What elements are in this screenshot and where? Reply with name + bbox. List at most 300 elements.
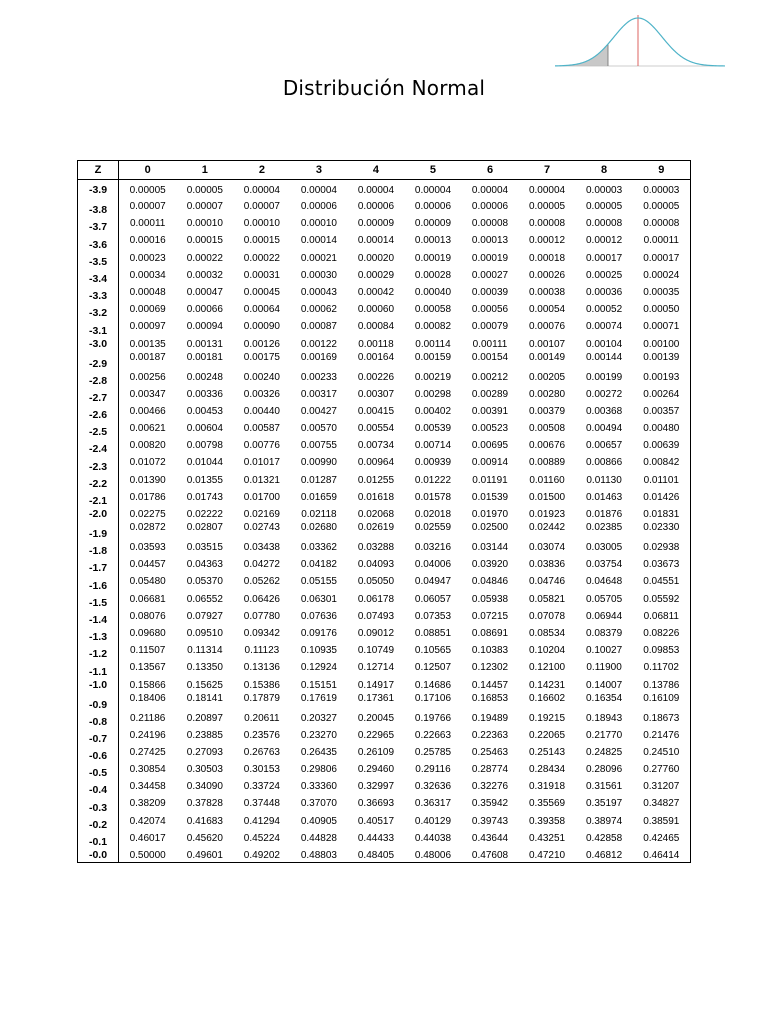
probability-cell: 0.22663	[414, 729, 452, 741]
table-row	[78, 712, 691, 729]
z-table	[77, 160, 691, 863]
probability-cell: 0.25463	[471, 746, 509, 758]
probability-cell: 0.37448	[243, 798, 280, 810]
probability-cell: 0.20045	[357, 712, 395, 724]
z-value-cell: -1.8	[78, 541, 119, 558]
probability-cell: 0.02275	[129, 509, 166, 520]
probability-cell: 0.05155	[300, 576, 337, 588]
table-row	[78, 729, 691, 746]
probability-cell: 0.12507	[414, 662, 452, 674]
z-value-cell: -3.0	[78, 338, 119, 351]
probability-cell: 0.00069	[129, 304, 166, 316]
table-row	[78, 388, 691, 405]
column-header-2: 2	[233, 161, 290, 180]
probability-cell: 0.00082	[414, 321, 452, 333]
probability-cell: 0.10565	[414, 645, 452, 657]
z-value-cell: -1.3	[78, 627, 119, 644]
probability-cell: 0.36693	[357, 798, 395, 810]
probability-cell: 0.01390	[129, 474, 166, 486]
bell-curve-figure	[555, 10, 725, 72]
probability-cell: 0.04551	[643, 576, 680, 588]
probability-cell: 0.03074	[528, 542, 566, 553]
probability-cell: 0.06178	[357, 593, 395, 605]
probability-cell: 0.14917	[357, 679, 395, 691]
probability-cell: 0.13350	[186, 662, 223, 674]
probability-cell: 0.01786	[129, 491, 166, 503]
probability-cell: 0.13567	[129, 662, 166, 674]
table-row	[78, 575, 691, 592]
probability-cell: 0.13786	[643, 679, 680, 691]
z-value-cell: -0.7	[78, 729, 119, 746]
probability-cell: 0.00007	[186, 201, 223, 212]
probability-cell: 0.03288	[357, 542, 395, 553]
probability-cell: 0.00011	[129, 218, 166, 230]
probability-cell: 0.31918	[528, 781, 566, 793]
probability-cell: 0.04093	[357, 559, 395, 571]
probability-cell: 0.26435	[300, 746, 337, 758]
probability-cell: 0.05262	[243, 576, 280, 588]
probability-cell: 0.42858	[585, 832, 623, 844]
probability-cell: 0.40905	[300, 815, 337, 827]
probability-cell: 0.11702	[643, 662, 679, 674]
probability-cell: 0.25143	[528, 746, 566, 758]
probability-cell: 0.00368	[585, 405, 623, 417]
probability-cell: 0.43251	[528, 832, 566, 844]
probability-cell: 0.02743	[243, 522, 280, 533]
probability-cell: 0.00205	[528, 371, 566, 383]
probability-cell: 0.36317	[414, 798, 452, 810]
probability-cell: 0.21770	[585, 729, 623, 741]
probability-cell: 0.00453	[186, 405, 223, 417]
probability-cell: 0.06057	[414, 593, 452, 605]
probability-cell: 0.02559	[414, 522, 452, 533]
probability-cell: 0.39358	[528, 815, 566, 827]
probability-cell: 0.48405	[357, 850, 395, 861]
probability-cell: 0.01500	[528, 491, 566, 503]
probability-cell: 0.00012	[585, 235, 623, 247]
probability-cell: 0.16354	[585, 692, 623, 704]
probability-cell: 0.00990	[300, 457, 337, 469]
probability-cell: 0.00074	[585, 321, 623, 333]
probability-cell: 0.00026	[528, 269, 566, 281]
table-row	[78, 832, 691, 849]
probability-cell: 0.05592	[643, 593, 680, 605]
probability-cell: 0.00016	[129, 235, 166, 247]
probability-cell: 0.00776	[243, 440, 280, 452]
probability-cell: 0.00032	[186, 269, 223, 281]
probability-cell: 0.00015	[243, 235, 280, 247]
probability-cell: 0.01191	[472, 474, 508, 486]
probability-cell: 0.00402	[414, 405, 452, 417]
probability-cell: 0.00104	[585, 338, 623, 350]
probability-cell: 0.23270	[300, 729, 337, 741]
probability-cell: 0.00272	[585, 388, 623, 400]
probability-cell: 0.09510	[186, 627, 223, 639]
probability-cell: 0.01970	[471, 509, 509, 520]
probability-cell: 0.37070	[300, 798, 337, 810]
probability-cell: 0.02330	[643, 522, 680, 533]
probability-cell: 0.00118	[358, 338, 394, 350]
probability-cell: 0.28434	[528, 764, 566, 776]
probability-cell: 0.42465	[643, 832, 680, 844]
probability-cell: 0.00048	[129, 286, 166, 298]
probability-cell: 0.03754	[585, 559, 623, 571]
probability-cell: 0.44433	[357, 832, 395, 844]
z-value-cell: -3.4	[78, 269, 119, 286]
probability-cell: 0.00005	[585, 201, 623, 212]
probability-cell: 0.47608	[471, 850, 509, 861]
probability-cell: 0.46017	[129, 832, 166, 844]
probability-cell: 0.00009	[414, 218, 452, 230]
probability-cell: 0.34090	[186, 781, 223, 793]
z-value-cell: -0.1	[78, 832, 119, 849]
probability-cell: 0.00087	[300, 321, 337, 333]
probability-cell: 0.14686	[414, 679, 452, 691]
probability-cell: 0.01831	[643, 509, 680, 520]
probability-cell: 0.00003	[643, 184, 680, 196]
probability-cell: 0.00604	[186, 423, 223, 435]
table-row	[78, 815, 691, 832]
table-row	[78, 627, 691, 644]
table-row	[78, 679, 691, 692]
probability-cell: 0.17879	[243, 692, 280, 704]
probability-cell: 0.24825	[585, 746, 623, 758]
table-row	[78, 593, 691, 610]
probability-cell: 0.00062	[300, 304, 337, 316]
probability-cell: 0.01072	[129, 457, 166, 469]
probability-cell: 0.18943	[585, 712, 623, 724]
table-row	[78, 746, 691, 763]
probability-cell: 0.46414	[643, 850, 680, 861]
probability-cell: 0.00440	[243, 405, 280, 417]
probability-cell: 0.00005	[528, 201, 566, 212]
z-value-cell: -0.0	[78, 849, 119, 863]
probability-cell: 0.00058	[414, 304, 452, 316]
probability-cell: 0.01539	[471, 491, 509, 503]
probability-cell: 0.00094	[186, 321, 223, 333]
probability-cell: 0.07493	[357, 610, 395, 622]
probability-cell: 0.41683	[186, 815, 223, 827]
table-row	[78, 508, 691, 521]
probability-cell: 0.08076	[129, 610, 166, 622]
column-header-6: 6	[461, 161, 518, 180]
probability-cell: 0.03920	[471, 559, 509, 571]
probability-cell: 0.40517	[357, 815, 395, 827]
probability-cell: 0.04272	[243, 559, 280, 571]
table-row	[78, 405, 691, 422]
probability-cell: 0.00009	[357, 218, 395, 230]
column-header-7: 7	[519, 161, 576, 180]
table-row	[78, 644, 691, 661]
probability-cell: 0.08534	[528, 627, 566, 639]
z-value-cell: -1.9	[78, 521, 119, 541]
table-row	[78, 320, 691, 337]
probability-cell: 0.03515	[186, 542, 223, 553]
probability-cell: 0.00006	[357, 201, 395, 212]
probability-cell: 0.09342	[243, 627, 280, 639]
probability-cell: 0.00060	[357, 304, 395, 316]
probability-cell: 0.05821	[528, 593, 566, 605]
probability-cell: 0.07353	[414, 610, 452, 622]
probability-cell: 0.01923	[528, 509, 566, 520]
probability-cell: 0.17361	[357, 692, 395, 704]
probability-cell: 0.00090	[243, 321, 280, 333]
probability-cell: 0.01222	[414, 474, 452, 486]
probability-cell: 0.20897	[186, 712, 223, 724]
column-header-1: 1	[176, 161, 233, 180]
probability-cell: 0.00008	[471, 218, 509, 230]
probability-cell: 0.00193	[643, 371, 680, 383]
probability-cell: 0.00018	[528, 252, 566, 264]
probability-cell: 0.00006	[414, 201, 452, 212]
table-header-row	[78, 161, 691, 180]
probability-cell: 0.16109	[643, 692, 680, 704]
probability-cell: 0.45224	[243, 832, 280, 844]
z-value-cell: -2.6	[78, 405, 119, 422]
probability-cell: 0.07780	[243, 610, 280, 622]
probability-cell: 0.01255	[357, 474, 395, 486]
probability-cell: 0.00047	[186, 286, 223, 298]
column-header-5: 5	[404, 161, 461, 180]
probability-cell: 0.08851	[414, 627, 452, 639]
probability-cell: 0.50000	[129, 850, 166, 861]
probability-cell: 0.00052	[585, 304, 623, 316]
probability-cell: 0.00798	[186, 440, 223, 452]
probability-cell: 0.00007	[129, 201, 166, 212]
probability-cell: 0.22363	[471, 729, 509, 741]
probability-cell: 0.00144	[585, 351, 623, 363]
table-row	[78, 200, 691, 217]
probability-cell: 0.21186	[129, 712, 166, 724]
probability-cell: 0.00755	[300, 440, 337, 452]
z-value-cell: -3.9	[78, 180, 119, 201]
table-row	[78, 763, 691, 780]
z-value-cell: -1.0	[78, 679, 119, 692]
table-row	[78, 849, 691, 863]
probability-cell: 0.00029	[357, 269, 395, 281]
probability-cell: 0.03593	[129, 542, 166, 553]
table-row	[78, 610, 691, 627]
probability-cell: 0.35942	[471, 798, 509, 810]
z-value-cell: -0.4	[78, 780, 119, 797]
probability-cell: 0.00008	[528, 218, 566, 230]
table-row	[78, 234, 691, 251]
probability-cell: 0.00280	[528, 388, 566, 400]
probability-cell: 0.38591	[643, 815, 680, 827]
probability-cell: 0.00139	[643, 351, 680, 363]
probability-cell: 0.06301	[300, 593, 337, 605]
z-value-cell: -1.2	[78, 644, 119, 661]
probability-cell: 0.05050	[357, 576, 395, 588]
probability-cell: 0.00008	[643, 218, 680, 230]
probability-cell: 0.00012	[528, 235, 566, 247]
probability-cell: 0.00007	[243, 201, 280, 212]
column-header-9: 9	[633, 161, 691, 180]
table-row	[78, 286, 691, 303]
probability-cell: 0.02619	[357, 522, 395, 533]
probability-cell: 0.00866	[585, 457, 623, 469]
probability-cell: 0.00013	[414, 235, 452, 247]
probability-cell: 0.00248	[186, 371, 223, 383]
probability-cell: 0.01017	[243, 457, 280, 469]
probability-cell: 0.00019	[471, 252, 509, 264]
probability-cell: 0.00004	[528, 184, 566, 196]
table-row	[78, 692, 691, 712]
probability-cell: 0.14007	[585, 679, 623, 691]
table-row	[78, 252, 691, 269]
table-row	[78, 797, 691, 814]
probability-cell: 0.00036	[585, 286, 623, 298]
table-row	[78, 180, 691, 201]
probability-cell: 0.29806	[300, 764, 337, 776]
probability-cell: 0.37828	[186, 798, 223, 810]
probability-cell: 0.45620	[186, 832, 223, 844]
probability-cell: 0.00027	[471, 269, 509, 281]
probability-cell: 0.00013	[471, 235, 509, 247]
probability-cell: 0.00842	[643, 457, 680, 469]
z-value-cell: -2.7	[78, 388, 119, 405]
probability-cell: 0.00054	[528, 304, 566, 316]
probability-cell: 0.00015	[186, 235, 223, 247]
probability-cell: 0.18673	[643, 712, 680, 724]
probability-cell: 0.28774	[471, 764, 509, 776]
probability-cell: 0.03144	[471, 542, 509, 553]
probability-cell: 0.15386	[243, 679, 280, 691]
probability-cell: 0.03216	[414, 542, 452, 553]
probability-cell: 0.00071	[643, 321, 680, 333]
probability-cell: 0.00639	[643, 440, 680, 452]
probability-cell: 0.39743	[471, 815, 509, 827]
probability-cell: 0.07927	[186, 610, 223, 622]
probability-cell: 0.19489	[471, 712, 509, 724]
probability-cell: 0.49202	[243, 850, 280, 861]
probability-cell: 0.15151	[300, 679, 337, 691]
probability-cell: 0.33360	[300, 781, 337, 793]
z-value-cell: -0.3	[78, 797, 119, 814]
probability-cell: 0.00298	[414, 388, 452, 400]
table-row	[78, 269, 691, 286]
table-row	[78, 558, 691, 575]
probability-cell: 0.44828	[300, 832, 337, 844]
probability-cell: 0.00149	[528, 351, 566, 363]
probability-cell: 0.00024	[643, 269, 680, 281]
probability-cell: 0.44038	[414, 832, 452, 844]
probability-cell: 0.03362	[300, 542, 337, 553]
probability-cell: 0.01355	[186, 474, 223, 486]
probability-cell: 0.09012	[357, 627, 395, 639]
probability-cell: 0.00695	[471, 440, 509, 452]
probability-cell: 0.00357	[643, 405, 680, 417]
probability-cell: 0.00028	[414, 269, 452, 281]
probability-cell: 0.05480	[129, 576, 166, 588]
column-header-0: 0	[119, 161, 177, 180]
probability-cell: 0.42074	[129, 815, 166, 827]
probability-cell: 0.00034	[129, 269, 166, 281]
probability-cell: 0.20327	[300, 712, 337, 724]
probability-cell: 0.01659	[300, 491, 337, 503]
probability-cell: 0.00466	[129, 405, 166, 417]
probability-cell: 0.00076	[528, 321, 566, 333]
probability-cell: 0.01463	[585, 491, 623, 503]
probability-cell: 0.00004	[300, 184, 337, 196]
z-value-cell: -0.8	[78, 712, 119, 729]
probability-cell: 0.02018	[414, 509, 452, 520]
probability-cell: 0.02807	[186, 522, 223, 533]
probability-cell: 0.12924	[300, 662, 337, 674]
probability-cell: 0.00038	[528, 286, 566, 298]
probability-cell: 0.17106	[414, 692, 452, 704]
probability-cell: 0.00676	[528, 440, 566, 452]
probability-cell: 0.27425	[129, 746, 166, 758]
probability-cell: 0.02442	[528, 522, 566, 533]
probability-cell: 0.00111	[472, 338, 508, 350]
probability-cell: 0.00011	[643, 235, 679, 247]
probability-cell: 0.09176	[300, 627, 337, 639]
probability-cell: 0.01578	[414, 491, 452, 503]
z-value-cell: -3.6	[78, 234, 119, 251]
probability-cell: 0.32276	[471, 781, 509, 793]
column-header-3: 3	[290, 161, 347, 180]
table-row	[78, 521, 691, 541]
probability-cell: 0.02118	[301, 509, 337, 520]
probability-cell: 0.08379	[585, 627, 623, 639]
probability-cell: 0.00014	[357, 235, 395, 247]
probability-cell: 0.00010	[243, 218, 280, 230]
probability-cell: 0.00480	[643, 423, 680, 435]
table-row	[78, 303, 691, 320]
z-value-cell: -0.6	[78, 746, 119, 763]
probability-cell: 0.00508	[528, 423, 566, 435]
probability-cell: 0.00042	[357, 286, 395, 298]
probability-cell: 0.16853	[471, 692, 509, 704]
probability-cell: 0.00621	[129, 423, 166, 435]
probability-cell: 0.01876	[585, 509, 623, 520]
probability-cell: 0.00326	[243, 388, 280, 400]
probability-cell: 0.00040	[414, 286, 452, 298]
probability-cell: 0.00289	[471, 388, 509, 400]
probability-cell: 0.03673	[643, 559, 680, 571]
z-value-cell: -1.5	[78, 593, 119, 610]
probability-cell: 0.34458	[129, 781, 166, 793]
column-header-4: 4	[347, 161, 404, 180]
probability-cell: 0.11123	[244, 645, 280, 657]
probability-cell: 0.00107	[528, 338, 566, 350]
probability-cell: 0.00017	[585, 252, 623, 264]
z-value-cell: -2.2	[78, 474, 119, 491]
probability-cell: 0.15625	[186, 679, 223, 691]
probability-cell: 0.00494	[585, 423, 623, 435]
probability-cell: 0.06552	[186, 593, 223, 605]
z-value-cell: -2.0	[78, 508, 119, 521]
probability-cell: 0.00523	[471, 423, 509, 435]
probability-cell: 0.00539	[414, 423, 452, 435]
probability-cell: 0.09680	[129, 627, 166, 639]
probability-cell: 0.00347	[129, 388, 166, 400]
probability-cell: 0.47210	[528, 850, 566, 861]
probability-cell: 0.01160	[529, 474, 565, 486]
probability-cell: 0.00017	[643, 252, 680, 264]
probability-cell: 0.35569	[528, 798, 566, 810]
probability-cell: 0.05705	[585, 593, 623, 605]
probability-cell: 0.04846	[471, 576, 509, 588]
probability-cell: 0.00006	[471, 201, 509, 212]
table-row	[78, 338, 691, 351]
probability-cell: 0.00159	[414, 351, 452, 363]
probability-cell: 0.02169	[243, 509, 280, 520]
probability-cell: 0.01743	[186, 491, 223, 503]
probability-cell: 0.03836	[528, 559, 566, 571]
column-header-8: 8	[576, 161, 633, 180]
